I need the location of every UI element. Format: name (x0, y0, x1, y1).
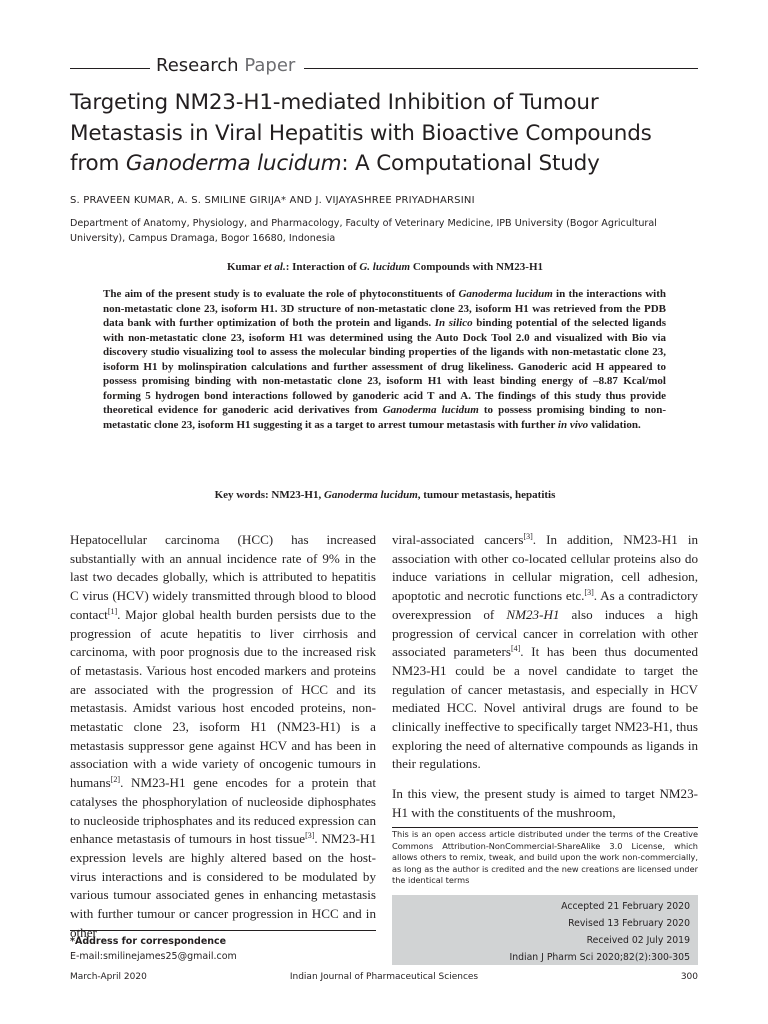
abstract-text: validation. (588, 418, 641, 431)
citation-line: Indian J Pharm Sci 2020;82(2):300-305 (509, 952, 690, 963)
license-text: This is an open access article distributed under the terms of the Creative Commons Attribution-NonCommercial-ShareAlike 3.0 License, which allows others to remix, tweak, and build upon the work non-commercially, as long as the author is credited and the new creations are licensed under the identical terms (392, 829, 698, 885)
correspondence-email[interactable]: E-mail:smilinejames25@gmail.com (70, 951, 237, 962)
title-part-2: : A Computational Study (341, 151, 600, 176)
paragraph (392, 531, 698, 774)
author-list: S. PRAVEEN KUMAR, A. S. SMILINE GIRIJA* AND J. VIJAYASHREE PRIYADHARSINI (70, 195, 475, 206)
abstract-italic: Ganoderma lucidum (458, 288, 553, 300)
affiliation: Department of Anatomy, Physiology, and Pharmacology, Faculty of Veterinary Medicine, IPB University (Bogor Agricultural University), Campus Dramaga, Bogor 16680, Indonesia (70, 218, 657, 244)
keywords (70, 488, 700, 502)
revised-date: Revised 13 February 2020 (568, 918, 690, 929)
body-text: viral-associated cancers (392, 532, 524, 547)
citation-ref[interactable]: [1] (107, 606, 118, 616)
abstract (103, 287, 666, 432)
header-rule-left (70, 68, 150, 69)
citation-ref[interactable]: [3] (305, 831, 315, 841)
abstract-italic: In silico (434, 317, 473, 329)
body-italic: NM23-H1 (506, 606, 560, 622)
running-title-part: Compounds with NM23-H1 (410, 261, 544, 273)
citation-ref[interactable]: [3] (523, 532, 533, 541)
body-text: . It has been thus documented NM23-H1 could be a novel candidate to target the regulation of cancer metastasis, and especially in HCV mediated HCC. Novel antiviral drugs are found to be clinically ineffective to specifically target NM23-H1, thus exploring the need of alternative compounds as ligands in their regulations. (392, 644, 698, 772)
abstract-text: binding potential of the selected ligands with non-metastatic clone 23, isoform H1 was determined using the Auto Dock Tool 2.0 and visualized with Bio via discovery studio visualizing tool to assess the molecular binding properties of the ligands with non-metastatic clone 23, isoform H1 by molinspiration calculations and further assessment of drug likeliness. Ganoderic acid H appeared to possess promising binding with non-metastatic clone 23, isoform H1 with least binding energy of –8.87 Kcal/mol forming 5 hydrogen bond interactions followed by ganoderic acid T and A. The findings of this study thus provide theoretical evidence for ganoderic acid derivatives from (103, 317, 667, 416)
abstract-italic: in vivo (557, 418, 589, 431)
body-text: Hepatocellular carcinoma (HCC) has increased substantially with an annual incidence rate of 9% in the last two decades globally, which is attributed to hepatitis C virus (HCV) widely transmitted through blood to blood contact (70, 532, 376, 622)
section-word-2: Paper (244, 55, 296, 76)
paragraph (70, 531, 376, 942)
running-title-part: : Interaction of (285, 261, 360, 273)
running-title-part: Kumar (226, 261, 264, 273)
abstract-text: to possess promising binding to non-metastatic clone 23, isoform H1 suggesting it as a target to arrest tumour metastasis with further (103, 404, 667, 431)
running-title (70, 260, 700, 274)
license-rule (392, 827, 698, 828)
body-text: . Major global health burden persists due to the progression of acute hepatitis to liver cirrhosis and carcinoma, with poor prognosis due to the increased risk of metastasis. Various host encoded markers and proteins are associated with the progression of HCC and its metastasis. Amidst various host encoded proteins, non-metastatic clone 23, isoform H1 (NM23-H1) is a metastasis suppressor gene against HCV and has been in association with a wide variety of oncogenic tumours in humans (70, 606, 376, 791)
title-italic: Ganoderma lucidum (125, 151, 342, 176)
header-rule-right (304, 68, 698, 69)
body-column-right (392, 531, 698, 823)
keywords-text: , tumour metastasis, hepatitis (417, 489, 556, 501)
section-word-1: Research (156, 55, 239, 76)
body-text: . As a contradictory overexpression of (392, 588, 698, 622)
body-column-left (70, 531, 376, 942)
abstract-text: The aim of the present study is to evaluate the role of phytoconstituents of (103, 288, 459, 300)
body-text: . NM23-H1 expression levels are highly altered based on the host-virus interactions and is considered to be modulated by various tumour associated genes in enhancing metastasis with further tumour or cancer progression in HCC and in other (70, 831, 376, 940)
section-label (156, 54, 295, 78)
dates-box (392, 895, 698, 965)
running-title-italic: G. lucidum (359, 261, 411, 273)
correspondence-rule (70, 930, 376, 931)
article-title (70, 88, 700, 180)
paragraph: In this view, the present study is aimed to target NM23-H1 with the constituents of the mushroom, (392, 786, 698, 820)
keywords-label: Key words: NM23-H1, (214, 489, 324, 501)
body-text: also induces a high progression of cervical cancer in correlation with other associated parameters (392, 606, 698, 660)
footer-issue: March-April 2020 (70, 972, 147, 982)
citation-ref[interactable]: [2] (110, 775, 121, 785)
abstract-text: in the interactions with non-metastatic clone 23, isoform H1. 3D structure of non-metastatic clone 23, isoform H1 was retrieved from the PDB data bank with further optimization of both the protein and ligands. (103, 288, 666, 329)
accepted-date: Accepted 21 February 2020 (561, 901, 690, 912)
body-text: . In addition, NM23-H1 in association with other co-located cellular proteins also do induce variations in cellular migration, cell adhesion, apoptotic and necrotic functions etc. (392, 532, 699, 604)
keywords-italic: Ganoderma lucidum (323, 489, 418, 501)
running-title-italic: et al. (263, 261, 286, 273)
title-part-1: Targeting NM23-H1-mediated Inhibition of Tumour Metastasis in Viral Hepatitis with Bioactive Compounds from (70, 90, 652, 176)
footer-page-number: 300 (680, 972, 698, 982)
correspondence-label: *Address for correspondence (70, 936, 227, 947)
abstract-italic: Ganoderma lucidum (382, 404, 479, 416)
citation-ref[interactable]: [4] (510, 644, 521, 654)
received-date: Received 02 July 2019 (586, 935, 690, 946)
citation-ref[interactable]: [3] (584, 588, 594, 598)
footer-journal: Indian Journal of Pharmaceutical Sciences (289, 972, 479, 982)
body-text: . NM23-H1 gene encodes for a protein that catalyses the phosphorylation of nucleoside diphosphates to nucleoside triphosphates and its reduced expression can enhance metastasis of tumours in host tissue (70, 775, 376, 847)
